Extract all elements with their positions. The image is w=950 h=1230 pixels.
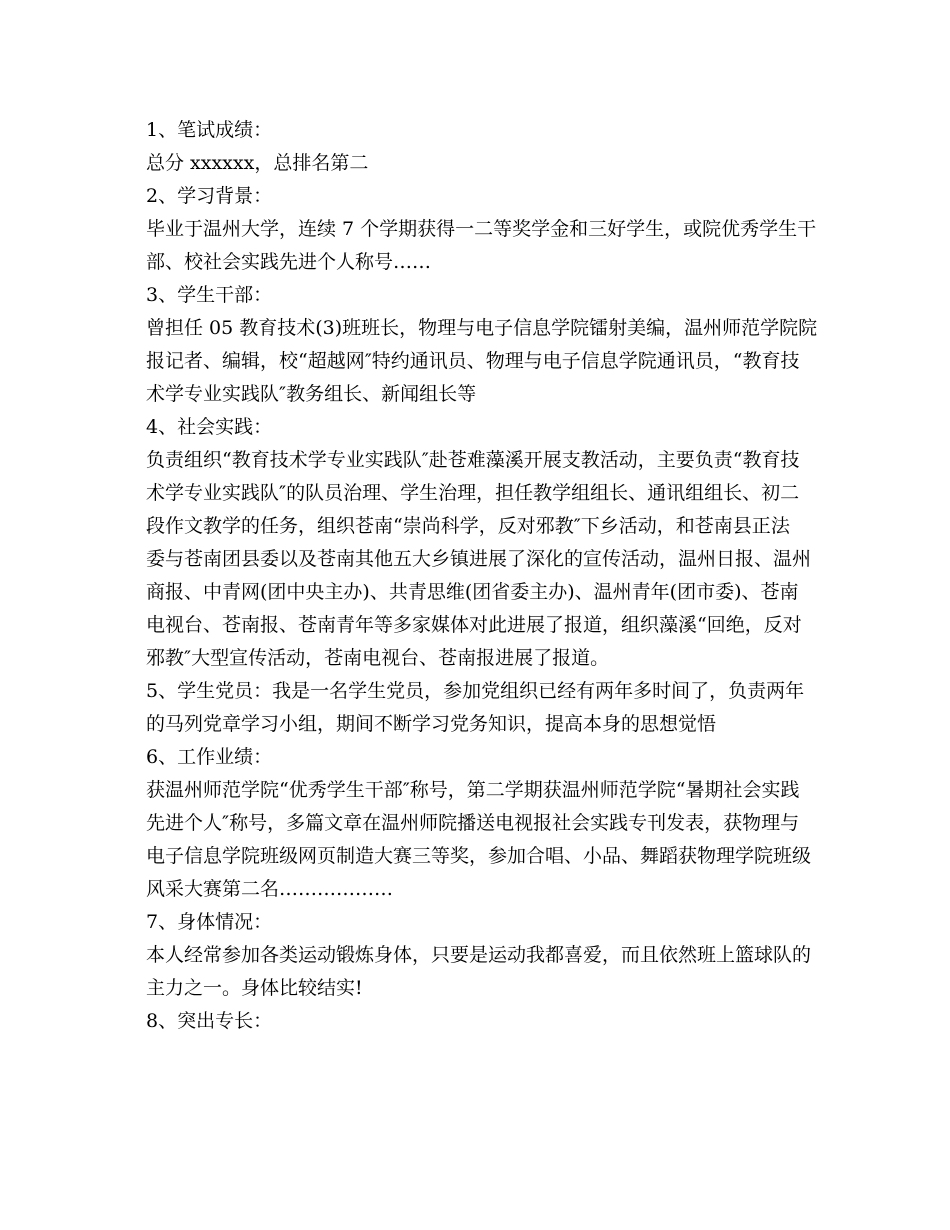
text-line: 邪教″大型宣传活动，苍南电视台、苍南报进展了报道。	[146, 647, 610, 669]
text-line: 电视台、苍南报、苍南青年等多家媒体对此进展了报道，组织藻溪“回绝，反对	[146, 614, 802, 636]
text-line: 部、校社会实践先进个人称号……	[146, 251, 432, 273]
text-line: 主力之一。身体比较结实!	[146, 977, 363, 999]
heading-party-member: 5、学生党员：我是一名学生党员，参加党组织已经有两年多时间了，负责两年	[146, 680, 805, 702]
heading-work-achievements: 6、工作业绩：	[146, 746, 273, 768]
text-line: 术学专业实践队″教务组长、新闻组长等	[146, 383, 477, 405]
text-line: 报记者、编辑，校“超越网″特约通讯员、物理与电子信息学院通讯员，“教育技	[146, 350, 800, 372]
text-line: 委与苍南团县委以及苍南其他五大乡镇进展了深化的宣传活动，温州日报、温州	[146, 548, 812, 570]
heading-student-cadre: 3、学生干部：	[146, 284, 273, 306]
text-line: 电子信息学院班级网页制造大赛三等奖，参加合唱、小品、舞蹈获物理学院班级	[146, 845, 812, 867]
text-line: 负责组织“教育技术学专业实践队″赴苍难藻溪开展支教活动，主要负责“教育技	[146, 449, 800, 471]
text-line: 商报、中青网(团中央主办)、共青思维(团省委主办)、温州青年(团市委)、苍南	[146, 581, 799, 603]
text-line: 本人经常参加各类运动锻炼身体，只要是运动我都喜爱，而且依然班上篮球队的	[146, 944, 812, 966]
text-line: 术学专业实践队″的队员治理、学生治理，担任教学组组长、通讯组组长、初二	[146, 482, 800, 504]
text-line: 先进个人″称号，多篇文章在温州师院播送电视报社会实践专刊发表，获物理与	[146, 812, 800, 834]
text-line: 风采大赛第二名………………	[146, 878, 394, 900]
heading-special-skills: 8、突出专长：	[146, 1010, 273, 1032]
text-line: 曾担任 05 教育技术(3)班班长，物理与电子信息学院镭射美编，温州师范学院院	[146, 317, 818, 339]
heading-physical-condition: 7、身体情况：	[146, 911, 273, 933]
document-body	[146, 114, 818, 1038]
text-line: 的马列党章学习小组，期间不断学习党务知识，提高本身的思想觉悟	[146, 713, 717, 735]
heading-social-practice: 4、社会实践：	[146, 416, 273, 438]
text-line: 获温州师范学院“优秀学生干部″称号，第二学期获温州师范学院“暑期社会实践	[146, 779, 800, 801]
text-line: 毕业于温州大学，连续 7 个学期获得一二等奖学金和三好学生，或院优秀学生干	[146, 218, 817, 240]
heading-study-background: 2、学习背景：	[146, 185, 273, 207]
heading-written-exam: 1、笔试成绩：	[146, 119, 273, 141]
text-line: 段作文教学的任务，组织苍南“崇尚科学，反对邪教″下乡活动，和苍南县正法	[146, 515, 790, 537]
text-line: 总分 xxxxxx，总排名第二	[146, 152, 369, 174]
